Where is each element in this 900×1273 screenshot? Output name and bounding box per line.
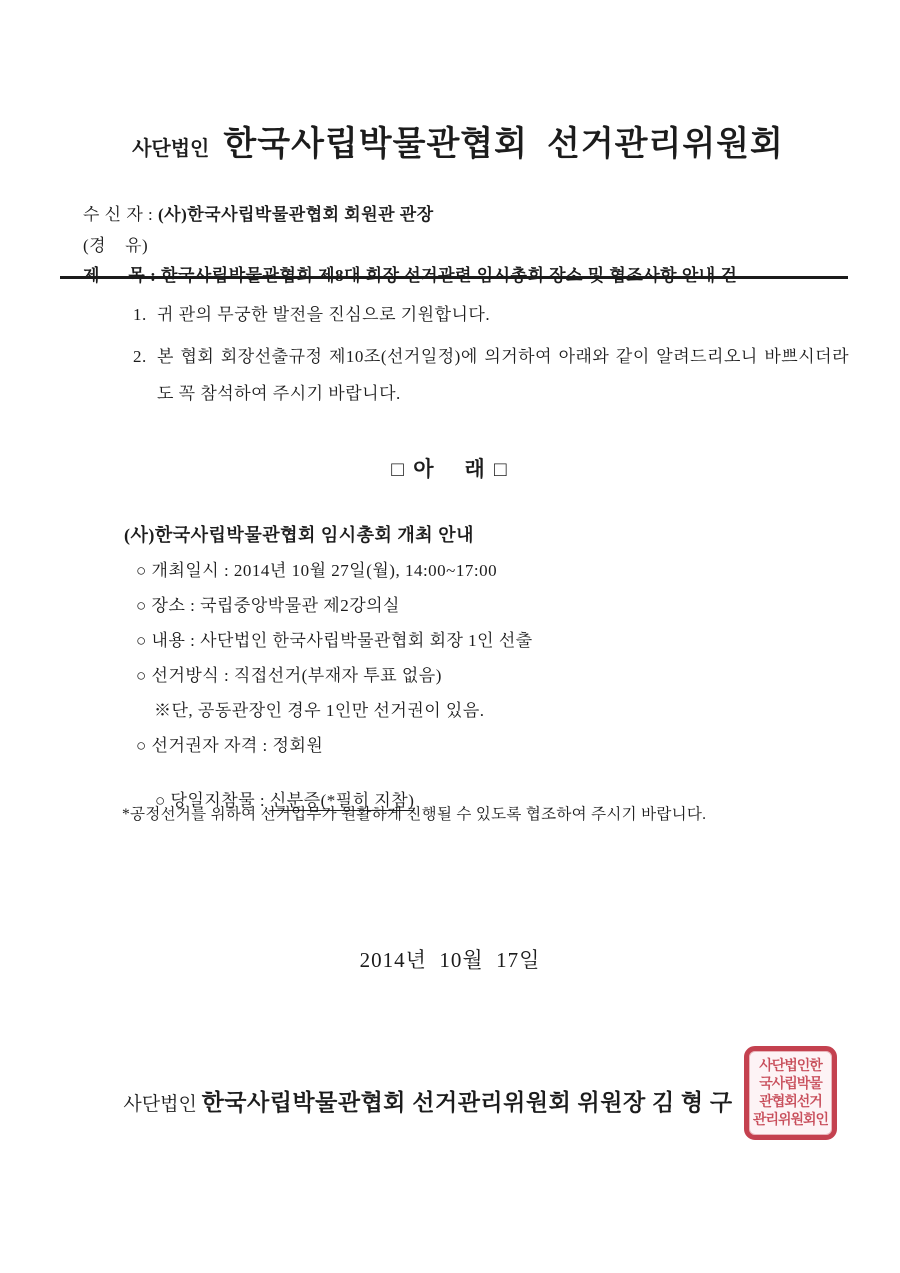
paragraph-text: 본 협회 회장선출규정 제10조(선거일정)에 의거하여 아래와 같이 알려드리오니 바쁘시더라도 꼭 참석하여 주시기 바랍니다. xyxy=(157,347,849,403)
paragraph-number: 1. xyxy=(133,305,147,324)
below-section-label: □ 아 래 □ xyxy=(391,457,509,481)
seal-text-row: 관협회선거 xyxy=(759,1094,822,1110)
signature-line xyxy=(0,1066,840,1135)
document-date: 2014년 10월 17일 xyxy=(359,948,541,972)
notice-footnote: *공정선거를 위하여 선거업무가 원활하게 진행될 수 있도록 협조하여 주시기 바랍니다. xyxy=(122,806,707,823)
notice-heading: (사)한국사립박물관협회 임시총회 개최 안내 xyxy=(124,525,474,545)
divider-line xyxy=(60,276,848,279)
notice-item-method-note: ※단, 공동관장인 경우 1인만 선거권이 있음. xyxy=(154,701,485,720)
via-label: (경 유) xyxy=(83,236,149,255)
notice-item-datetime: ○ 개최일시 : 2014년 10월 27일(월), 14:00~17:00 xyxy=(136,561,498,580)
recipient-label: 수 신 자 : xyxy=(83,205,158,224)
seal-text-row: 관리위원회인 xyxy=(752,1112,829,1128)
notice-item-method: ○ 선거방식 : 직접선거(부재자 투표 없음) xyxy=(136,666,442,685)
body-paragraph-2 xyxy=(133,338,849,412)
paragraph-number: 2. xyxy=(133,347,147,366)
notice-item-bring-label: ○ 당일지참물 : xyxy=(155,791,270,810)
document-title xyxy=(0,98,900,183)
paragraph-text: 귀 관의 무궁한 발전을 진심으로 기원합니다. xyxy=(157,305,491,324)
notice-item-bring-value: 신분증(*필히 지참) xyxy=(269,791,415,810)
body-paragraph-1 xyxy=(133,296,849,333)
recipient-value: (사)한국사립박물관협회 회원관 관장 xyxy=(158,205,434,224)
organization-title: 한국사립박물관협회 선거관리위원회 xyxy=(223,126,784,163)
notice-item-place: ○ 장소 : 국립중앙박물관 제2강의실 xyxy=(136,596,400,615)
seal-text-row: 사단법인한 xyxy=(759,1058,822,1074)
notice-item-content: ○ 내용 : 사단법인 한국사립박물관협회 회장 1인 선출 xyxy=(136,631,533,650)
signature-main: 한국사립박물관협회 선거관리위원회 위원장 김 형 구 xyxy=(201,1090,733,1115)
notice-item-eligibility: ○ 선거권자 자격 : 정회원 xyxy=(136,736,324,755)
org-type-label: 사단법인 xyxy=(132,138,210,160)
signature-org-prefix: 사단법인 xyxy=(123,1094,202,1115)
seal-text-row: 국사립박물 xyxy=(759,1076,822,1092)
